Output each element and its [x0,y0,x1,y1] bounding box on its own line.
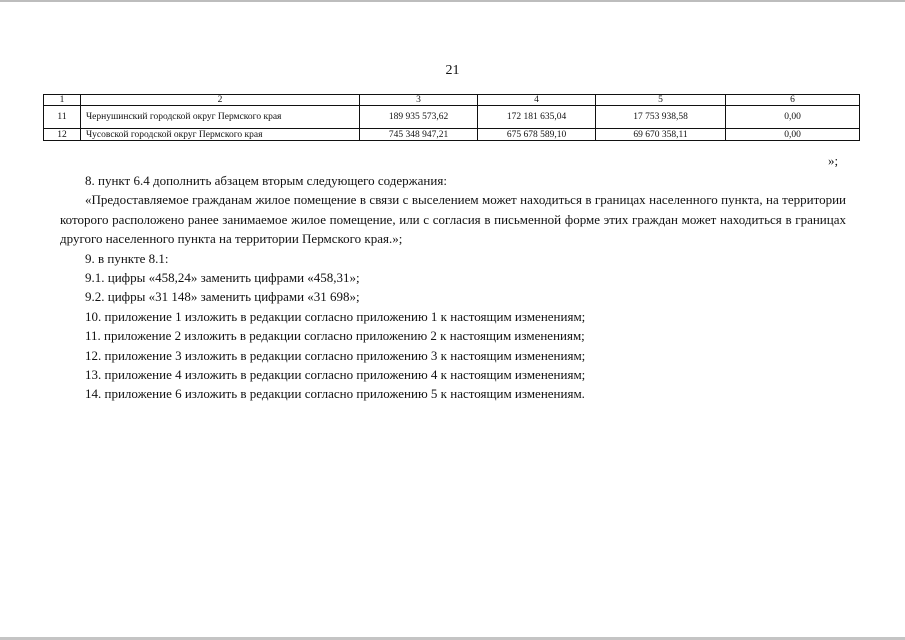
paragraph: «Предоставляемое гражданам жилое помещение в связи с выселением может находиться в границах населенного пункта, на территории которого расположено ранее занимаемое жилое помещение, или с согласия в письменной форме этих граждан может находиться в границах другого населенного пункта на территории Пермского края.»; [60,192,846,247]
paragraph: 9.2. цифры «31 148» заменить цифрами «31 698»; [85,289,360,305]
paragraph: 8. пункт 6.4 дополнить абзацем вторым следующего содержания: [85,173,447,188]
amount-cell: 17 753 938,58 [596,106,726,129]
table-header-row [44,95,860,106]
amount-cell: 69 670 358,11 [596,129,726,141]
amount-cell: 0,00 [726,129,860,141]
row-number: 12 [44,129,81,141]
amount-cell: 189 935 573,62 [360,106,478,129]
amount-cell: 745 348 947,21 [360,129,478,141]
document-body [60,171,846,404]
header-cell: 3 [360,95,478,106]
scan-top-edge [0,0,905,2]
paragraph: 12. приложение 3 изложить в редакции согласно приложению 3 к настоящим изменениям; [85,347,586,363]
table-row [44,129,860,141]
header-cell: 6 [726,95,860,106]
municipality-name: Чернушинский городской округ Пермского края [81,106,360,129]
paragraph: 11. приложение 2 изложить в редакции согласно приложению 2 к настоящим изменениям; [85,328,585,344]
budget-table [43,94,860,141]
amount-cell: 0,00 [726,106,860,129]
header-cell: 1 [44,95,81,106]
header-cell: 4 [478,95,596,106]
paragraph: 9.1. цифры «458,24» заменить цифрами «458,31»; [85,270,360,286]
table-row [44,106,860,129]
municipality-name: Чусовской городской округ Пермского края [81,129,360,141]
amount-cell: 675 678 589,10 [478,129,596,141]
paragraph: 13. приложение 4 изложить в редакции согласно приложению 4 к настоящим изменениям; [85,367,586,383]
row-number: 11 [44,106,81,129]
paragraph: 9. в пункте 8.1: [85,250,169,266]
amount-cell: 172 181 635,04 [478,106,596,129]
closing-quote: »; [828,153,839,168]
page-number: 21 [445,63,460,78]
paragraph: 10. приложение 1 изложить в редакции согласно приложению 1 к настоящим изменениям; [85,308,586,324]
header-cell: 2 [81,95,360,106]
paragraph: 14. приложение 6 изложить в редакции согласно приложению 5 к настоящим изменениям. [85,386,585,402]
header-cell: 5 [596,95,726,106]
